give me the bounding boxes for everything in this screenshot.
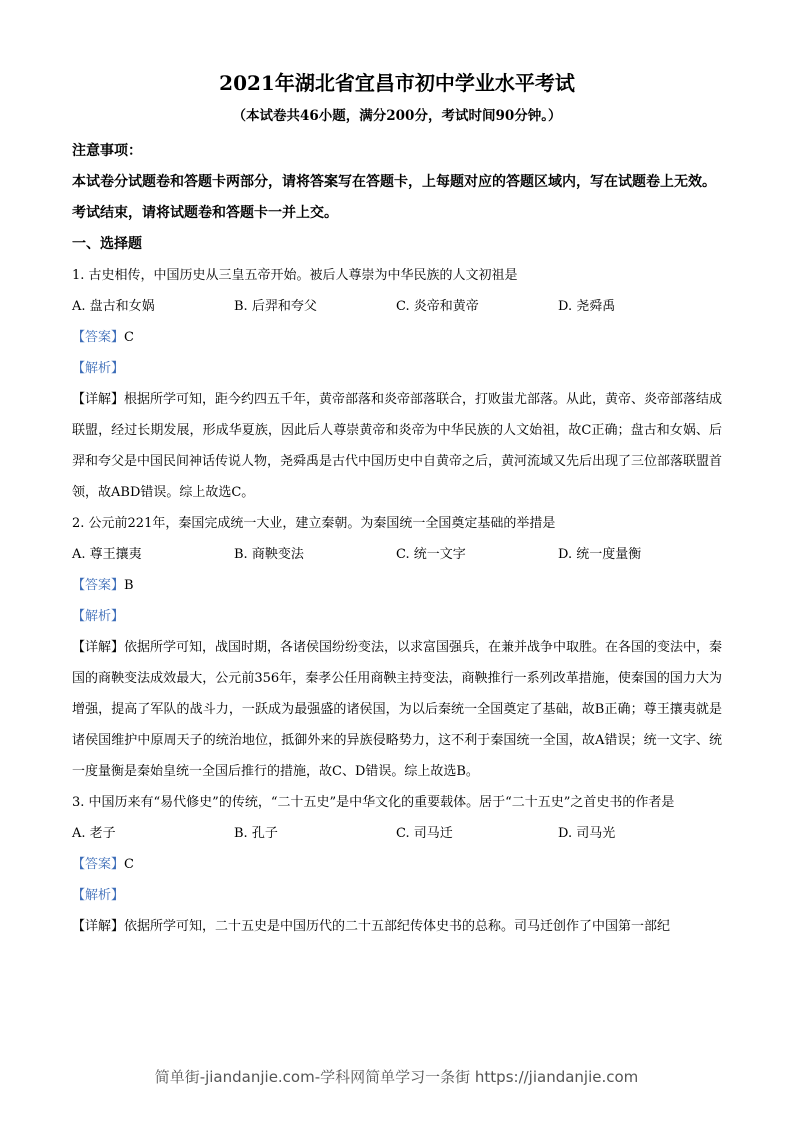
analysis-label: 【解析】 bbox=[72, 888, 125, 903]
question-1 bbox=[72, 260, 722, 508]
option-c: C. 统一文字 bbox=[396, 547, 466, 562]
question-stem: 3. 中国历来有“易代修史”的传统，“二十五史”是中华文化的重要载体。居于“二十五史”之首史书的作者是 bbox=[72, 795, 675, 810]
notice-line-1: 本试卷分试题卷和答题卡两部分，请将答案写在答题卡，上每题对应的答题区域内，写在试题卷上无效。 bbox=[72, 174, 716, 190]
option-c: C. 炎帝和黄帝 bbox=[396, 299, 479, 314]
answer-label: 【答案】 bbox=[72, 578, 125, 593]
option-a: A. 盘古和女娲 bbox=[72, 299, 155, 314]
answer-line bbox=[72, 849, 722, 880]
question-options bbox=[72, 818, 722, 849]
answer-label: 【答案】 bbox=[72, 857, 125, 872]
detail-text: 【详解】依据所学可知，战国时期，各诸侯国纷纷变法，以求富国强兵，在兼并战争中取胜。在各国的变法中，秦国的商鞅变法成效最大，公元前356年，秦孝公任用商鞅主持变法，商鞅推行一系列改革措施，使秦国的国力大为增强，提高了军队的战斗力，一跃成为最强盛的诸侯国，为以后秦统一全国奠定了基础，故B正确；尊王攘夷就是诸侯国维护中原周天子的统治地位，抵御外来的异族侵略势力，这不利于秦国统一全国，故A错误；统一文字、统一度量衡是秦始皇统一全国后推行的措施，故C、D错误。综上故选B。 bbox=[72, 640, 723, 779]
notice-heading: 注意事项： bbox=[72, 143, 142, 159]
analysis-label: 【解析】 bbox=[72, 609, 125, 624]
question-stem: 1. 古史相传，中国历史从三皇五帝开始。被后人尊崇为中华民族的人文初祖是 bbox=[72, 268, 518, 283]
answer-value: B bbox=[124, 578, 134, 593]
section-heading: 一、选择题 bbox=[72, 236, 142, 252]
page-footer: 简单街-jiandanjie.com-学科网简单学习一条街 https://jiandanjie.com bbox=[154, 1068, 639, 1086]
option-a: A. 老子 bbox=[72, 826, 116, 841]
option-d: D. 尧舜禹 bbox=[558, 299, 616, 314]
question-2 bbox=[72, 508, 722, 787]
notice-line-2: 考试结束，请将试题卷和答题卡一并上交。 bbox=[72, 205, 338, 221]
answer-line bbox=[72, 322, 722, 353]
detail-text: 【详解】依据所学可知，二十五史是中国历代的二十五部纪传体史书的总称。司马迁创作了中国第一部纪 bbox=[72, 919, 671, 934]
detail-text: 【详解】根据所学可知，距今约四五千年，黄帝部落和炎帝部落联合，打败蚩尤部落。从此，黄帝、炎帝部落结成联盟，经过长期发展，形成华夏族，因此后人尊崇黄帝和炎帝为中华民族的人文始祖，故C正确；盘古和女娲、后羿和夸父是中国民间神话传说人物，尧舜禹是古代中国历史中自黄帝之后，黄河流域又先后出现了三位部落联盟首领，故ABD错误。综上故选C。 bbox=[72, 392, 723, 500]
option-a: A. 尊王攘夷 bbox=[72, 547, 142, 562]
exam-title: 2021年湖北省宜昌市初中学业水平考试 bbox=[219, 71, 575, 95]
analysis-label: 【解析】 bbox=[72, 361, 125, 376]
option-d: D. 统一度量衡 bbox=[558, 547, 642, 562]
option-d: D. 司马光 bbox=[558, 826, 616, 841]
option-c: C. 司马迁 bbox=[396, 826, 453, 841]
answer-label: 【答案】 bbox=[72, 330, 125, 345]
answer-value: C bbox=[124, 857, 134, 872]
answer-line bbox=[72, 570, 722, 601]
option-b: B. 后羿和夸父 bbox=[234, 299, 317, 314]
question-options bbox=[72, 291, 722, 322]
exam-page bbox=[72, 68, 722, 942]
answer-value: C bbox=[124, 330, 134, 345]
option-b: B. 孔子 bbox=[234, 826, 278, 841]
exam-subtitle: （本试卷共46小题，满分200分，考试时间90分钟。） bbox=[232, 108, 562, 124]
question-stem: 2. 公元前221年，秦国完成统一大业，建立秦朝。为秦国统一全国奠定基础的举措是 bbox=[72, 516, 556, 531]
question-options bbox=[72, 539, 722, 570]
question-3 bbox=[72, 787, 722, 942]
option-b: B. 商鞅变法 bbox=[234, 547, 304, 562]
